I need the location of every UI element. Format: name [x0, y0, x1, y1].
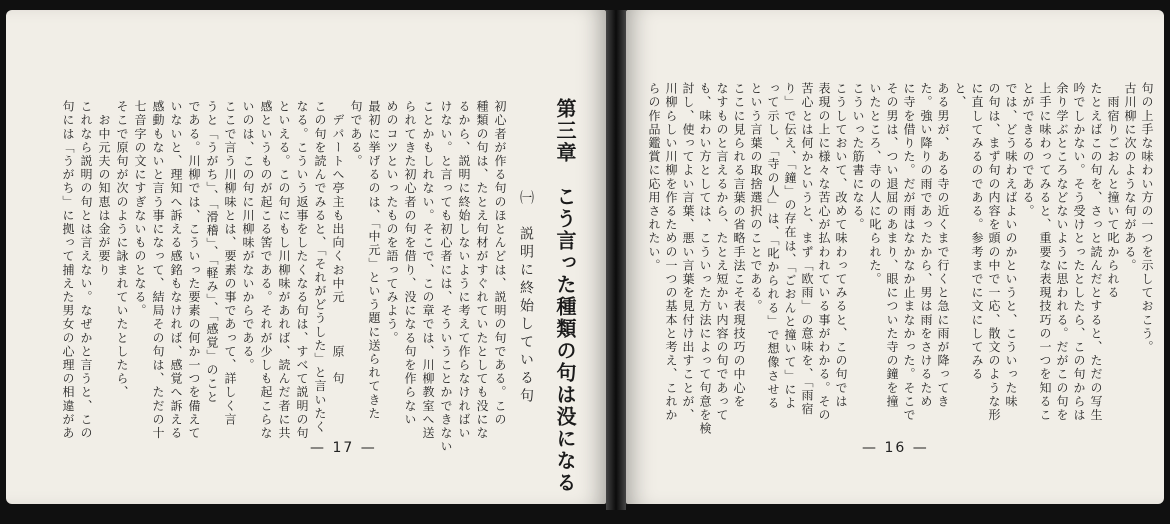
left-page — [6, 10, 606, 504]
right-column: に直してみるのである。参考までに文にしてみる — [970, 82, 984, 382]
left-column: 種類の句は、たとえ句材がすぐれていたとしても没にな — [475, 100, 489, 440]
left-column: いのは、この句に川柳味がないからである。 — [241, 100, 255, 372]
right-column: こういった筋書になる。 — [851, 82, 865, 232]
left-column: 句である。 — [349, 100, 363, 168]
left-column: うと「うがち」、「滑稽」、「軽み」、「感覚」のこと — [205, 100, 219, 404]
right-column: 吟でしかない。そう受けとったとしたら、この句からは — [1072, 82, 1086, 422]
right-column: 川柳らしい川柳を作るための一つの基本と考え、これか — [664, 82, 678, 422]
right-column: たとえばこの句を、さっと読んだとすると、ただの写生 — [1089, 82, 1103, 422]
right-column: り」で伝え、「鐘」の存在は、「ごおんと撞いて」によ — [783, 82, 797, 410]
right-column: 雨宿りごおんと撞いて叱かられる — [1106, 82, 1120, 300]
right-column: いたところ、寺の人に叱られた。 — [868, 82, 882, 286]
left-column: られてきた初心者の句を借り、没になる句を作らない — [403, 100, 417, 427]
left-column: といえる。この句にもし川柳味があれば、読んだ者に共 — [277, 100, 291, 440]
left-column: お中元夫の知恵は金が要り — [97, 100, 111, 277]
left-column: いないと、理知へ訴える感銘もなければ、感覚へ訴える — [169, 100, 183, 440]
right-page — [626, 10, 1164, 504]
left-column: るから、説明に終始しないように考えて作らなければい — [457, 100, 471, 440]
left-column: この句を読んでみると、「それがどうした」と言いたく — [313, 100, 327, 434]
left-column: デパートへ亭主も出向くお中元 原 句 — [331, 100, 345, 386]
right-column: の句は、まず句の内容を頭の中で一応、散文のような形 — [987, 82, 1001, 422]
book-gutter — [606, 10, 626, 510]
section-heading: ㈠ 説明に終始している句 — [518, 190, 534, 406]
right-column: らの作品鑑賞に応用されたい。 — [647, 82, 661, 273]
left-column: 句には「うがち」に拠って捕えた男女の心理の相違があ — [61, 100, 75, 440]
left-column: そこで原句が次のように詠まれていたとしたら、 — [115, 100, 129, 400]
left-column: 七音字の文にすぎないものとなる。 — [133, 100, 147, 318]
left-column: ことかもしれない。そこで、この章では、川柳教室へ送 — [421, 100, 435, 440]
right-column: では、どう味わえばよいのかというと、こういった味 — [1004, 82, 1018, 409]
right-column: も、味わい方としては、こういった方法によって句意を検 — [698, 82, 712, 436]
left-column: 最初に挙げるのは、「中元」という題に送られてきた — [367, 100, 381, 421]
right-column: 古川柳に次のような句がある。 — [1123, 82, 1137, 273]
left-column: めのコツといったものを語ってみよう。 — [385, 100, 399, 345]
left-column: 感というものが起こる筈である。それが少しも起こらな — [259, 100, 273, 440]
page-number: — 17 — — [310, 440, 377, 456]
right-column: ある男が、ある寺の近くまで行くと急に雨が降ってき — [936, 82, 950, 409]
right-column: た。強い降りの雨であったから、男は雨をさけるため — [919, 82, 933, 409]
right-column: 上手に味わってみると、重要な表現技巧の一つを知るこ — [1038, 82, 1052, 422]
left-column: ここで言う川柳味とは、要素の事であって、詳しく言 — [223, 100, 237, 427]
right-column: に寺を借りた。だが雨はなかなか止まなかった。そこで — [902, 82, 916, 422]
right-column: ここに見られる言葉の省略手法こそ表現技巧の中心を — [732, 82, 746, 409]
left-column: これなら説明の句とは言えない。なぜかと言うと、この — [79, 100, 93, 440]
page-number: — 16 — — [862, 440, 929, 456]
chapter-title: 第三章 こう言った種類の句は没になる — [553, 98, 577, 494]
right-column: 句の上手な味わい方の一つを示しておこう。 — [1140, 82, 1154, 354]
book-spread — [0, 10, 1170, 510]
left-column: である。川柳では、こういった要素の何か一つを備えて — [187, 100, 201, 440]
right-column: 余り学ぶところなどないように思われる。だがこの句を — [1055, 82, 1069, 422]
right-column: 苦心とは何かというと、まず「欧雨」の意味を、「雨宿 — [800, 82, 814, 416]
right-column: とができるのである。 — [1021, 82, 1035, 218]
left-column: けない。と言っても初心者には、そういうことかできない — [439, 100, 453, 454]
left-column: 感動もないと言う事になって、結局その句は、ただの十 — [151, 100, 165, 440]
right-column: という言葉の取捨選択のことである。 — [749, 82, 763, 314]
right-column: と、 — [953, 82, 967, 110]
right-column: なすものと言えるから、たとえ短かい内容の句であって — [715, 82, 729, 422]
right-column: 表現の上に様々な苦心が払われている事がわかる。その — [817, 82, 831, 422]
left-column: 初心者が作る句のほとんどは、説明の句である。この — [493, 100, 507, 427]
right-column: こうしておいて、改めて味わってみると、この句では — [834, 82, 848, 409]
left-column: なる。こういう返事をしたくなる句は、すべて説明の句 — [295, 100, 309, 440]
right-column: その男は、つい退屈のあまり、眼についた寺の鐘を撞 — [885, 82, 899, 409]
right-column: 討し、使ってよい言葉、悪い言葉を見付け出すことが、 — [681, 82, 695, 422]
right-column: って示し、「寺の人」は、「叱かられる」で想像させる — [766, 82, 780, 410]
